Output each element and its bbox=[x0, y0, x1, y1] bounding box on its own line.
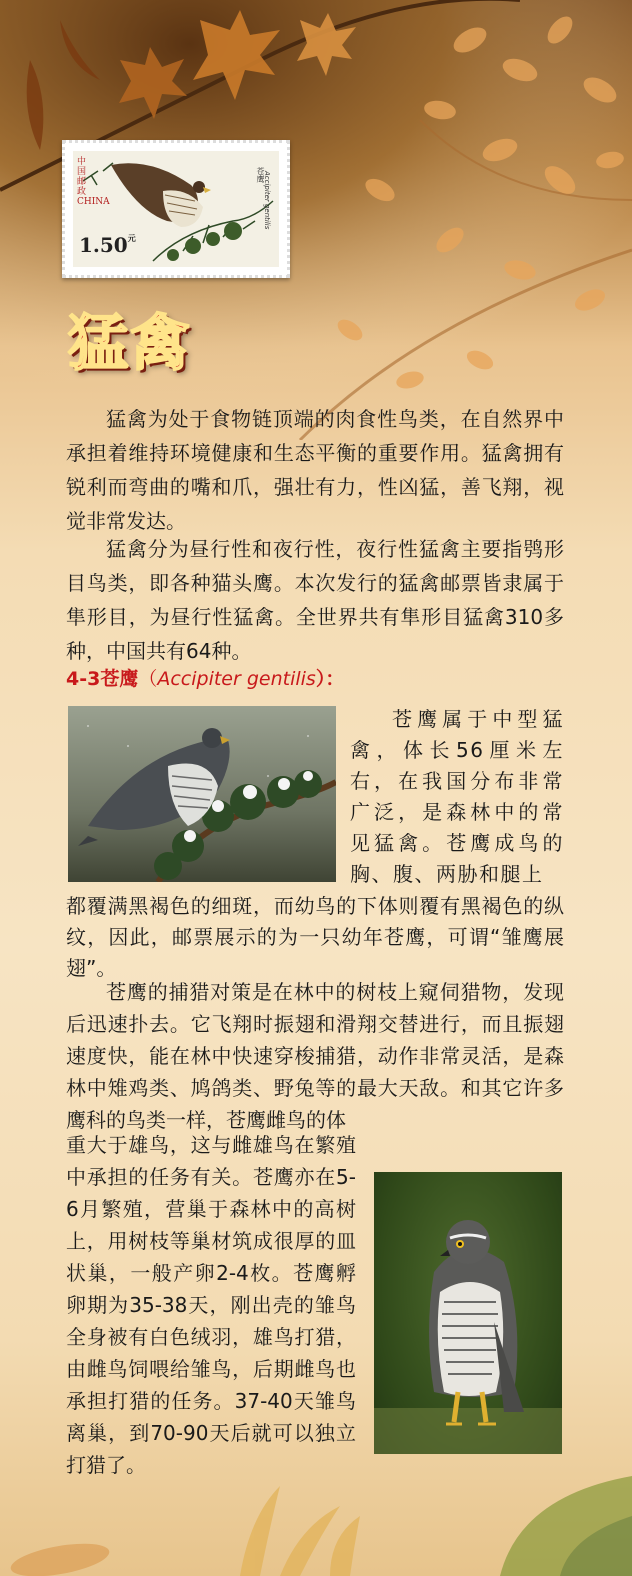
species-paragraph-2: 苍鹰的捕猎对策是在林中的树枝上窥伺猎物，发现后迅速扑去。它飞翔时振翅和滑翔交替进行，而且振翅速度快，能在林中快速穿梭捕猎，动作非常灵活，是森林中雉鸡类、鸠鸽类、野兔等的最大天敌。和其它许多鹰科的鸟类一样，苍鹰雌鸟的体 bbox=[66, 980, 564, 1132]
goshawk-standing-photo bbox=[374, 1172, 562, 1454]
page-title: 猛禽 bbox=[68, 309, 192, 379]
species-heading: 4-3苍鹰（Accipiter gentilis）： bbox=[66, 668, 345, 690]
intro-paragraph-2: 猛禽分为昼行性和夜行性，夜行性猛禽主要指鸮形目鸟类，即各种猫头鹰。本次发行的猛禽邮票皆隶属于隼形目，为昼行性猛禽。全世界共有隼形目猛禽310多种，中国共有64种。 bbox=[66, 537, 564, 663]
stamp-latin-name: Accipiter gentilis bbox=[263, 171, 271, 230]
stamp-bird-name: 苍鹰 bbox=[256, 167, 265, 183]
stamp-value: $1.50^元$ bbox=[79, 233, 136, 257]
intro-paragraph-1: 猛禽为处于食物链顶端的肉食性鸟类，在自然界中承担着维持环境健康和生态平衡的重要作用。猛禽拥有锐利而弯曲的嘴和爪，强壮有力，性凶猛，善飞翔，视觉非常发达。 bbox=[66, 407, 564, 533]
species-paragraph-1-continued: 都覆满黑褐色的细斑，而幼鸟的下体则覆有黑褐色的纵纹，因此，邮票展示的为一只幼年苍鹰，可谓“雏鹰展翅”。 bbox=[66, 894, 564, 980]
postage-stamp bbox=[62, 140, 290, 278]
species-latin-name: Accipiter gentilis bbox=[157, 668, 316, 690]
bottom-leaves-decoration bbox=[0, 1440, 632, 1576]
goshawk-perched-photo bbox=[68, 706, 336, 882]
stamp-country: 中国邮政CHINA bbox=[77, 157, 110, 207]
species-paragraph-1-side: 苍鹰属于中型猛禽，体长56厘米左右，在我国分布非常广泛，是森林中的常见猛禽。苍鹰成鸟的胸、腹、两胁和腿上 bbox=[350, 707, 564, 886]
species-paragraph-3: 重大于雄鸟，这与雌雄鸟在繁殖中承担的任务有关。苍鹰亦在5-6月繁殖，营巢于森林中的高树上，用树枝等巢材筑成很厚的皿状巢，一般产卵2-4枚。苍鹰孵卵期为35-38天，刚出壳的雏鸟全身被有白色绒羽，雄鸟打猎，由雌鸟饲喂给雏鸟，后期雌鸟也承担打猎的任务。37-40天雏鸟离巢，到70-90天后就可以独立打猎了。 bbox=[66, 1133, 356, 1477]
